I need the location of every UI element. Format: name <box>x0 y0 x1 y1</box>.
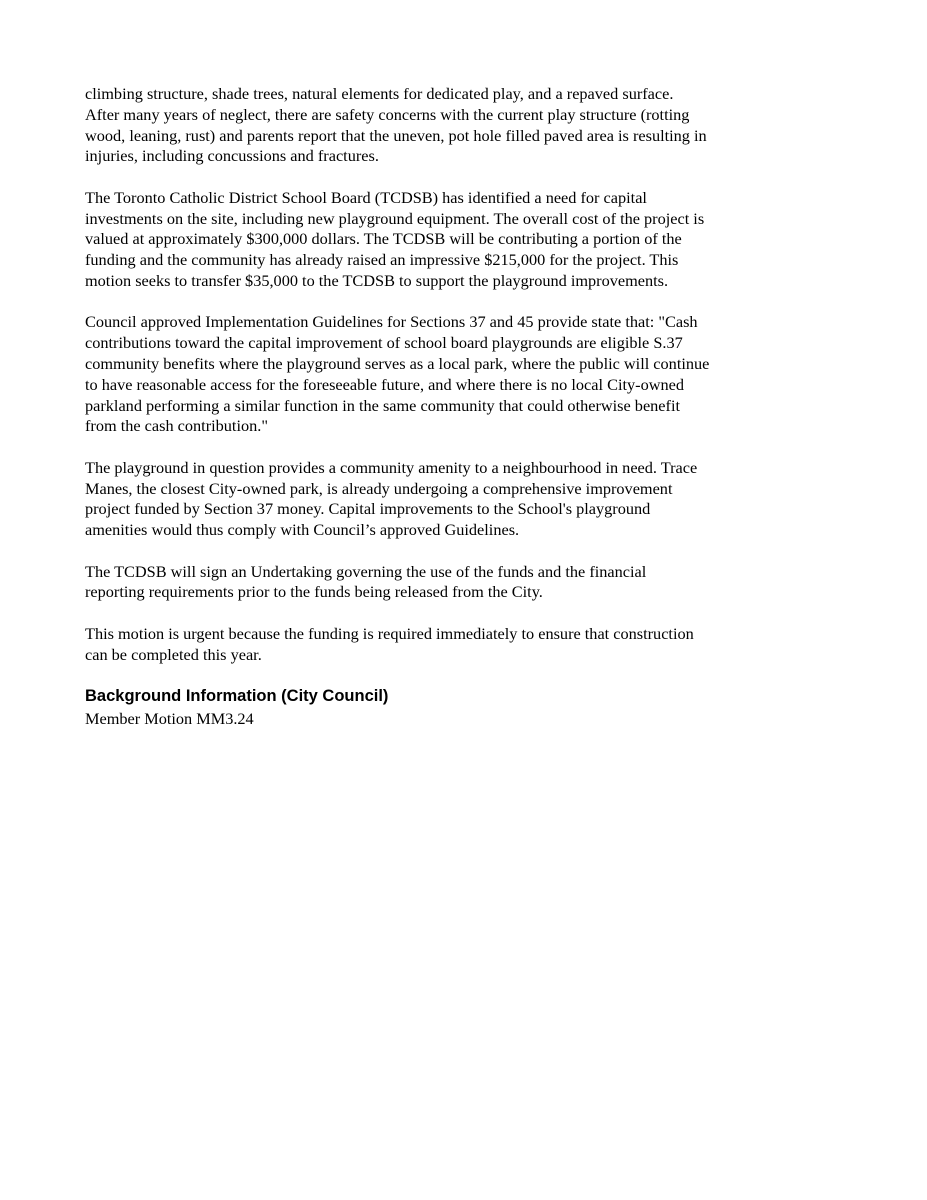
paragraph <box>85 458 797 541</box>
text-line: The playground in question provides a community amenity to a neighbourhood in need. Trace <box>85 457 698 477</box>
text-line: amenities would thus comply with Council’s approved Guidelines. <box>85 520 520 540</box>
document-page <box>85 84 797 730</box>
text-line: reporting requirements prior to the funds being released from the City. <box>85 582 543 602</box>
text-line: This motion is urgent because the funding is required immediately to ensure that construction <box>85 623 694 643</box>
text-line: investments on the site, including new playground equipment. The overall cost of the project is <box>85 208 705 228</box>
paragraph <box>85 624 797 666</box>
text-line: contributions toward the capital improvement of school board playgrounds are eligible S.37 <box>85 333 683 353</box>
text-line: The Toronto Catholic District School Board (TCDSB) has identified a need for capital <box>85 187 647 207</box>
text-line: The TCDSB will sign an Undertaking governing the use of the funds and the financial <box>85 561 647 581</box>
paragraph <box>85 312 797 437</box>
text-line: can be completed this year. <box>85 644 262 664</box>
text-line: from the cash contribution." <box>85 416 268 436</box>
text-line: motion seeks to transfer $35,000 to the TCDSB to support the playground improvements. <box>85 270 669 290</box>
paragraph <box>85 562 797 604</box>
paragraph <box>85 188 797 292</box>
text-line: After many years of neglect, there are safety concerns with the current play structure (rotting <box>85 104 690 124</box>
text-line: parkland performing a similar function in the same community that could otherwise benefit <box>85 395 681 415</box>
background-section <box>85 686 797 730</box>
body-text <box>85 84 797 665</box>
text-line: to have reasonable access for the foreseeable future, and where there is no local City-owned <box>85 374 684 394</box>
text-line: wood, leaning, rust) and parents report that the uneven, pot hole filled paved area is resulting in <box>85 125 707 145</box>
text-line: valued at approximately $300,000 dollars. The TCDSB will be contributing a portion of the <box>85 229 682 249</box>
text-line: funding and the community has already raised an impressive $215,000 for the project. This <box>85 250 679 270</box>
text-line: community benefits where the playground serves as a local park, where the public will continue <box>85 353 710 373</box>
text-line: injuries, including concussions and fractures. <box>85 146 379 166</box>
text-line: Council approved Implementation Guidelines for Sections 37 and 45 provide state that: "Cash <box>85 312 698 332</box>
section-heading: Background Information (City Council) <box>85 686 389 705</box>
paragraph <box>85 84 797 167</box>
text-line: climbing structure, shade trees, natural elements for dedicated play, and a repaved surface. <box>85 84 674 103</box>
text-line: project funded by Section 37 money. Capital improvements to the School's playground <box>85 499 651 519</box>
text-line: Manes, the closest City-owned park, is already undergoing a comprehensive improvement <box>85 478 673 498</box>
background-item: Member Motion MM3.24 <box>85 708 254 728</box>
